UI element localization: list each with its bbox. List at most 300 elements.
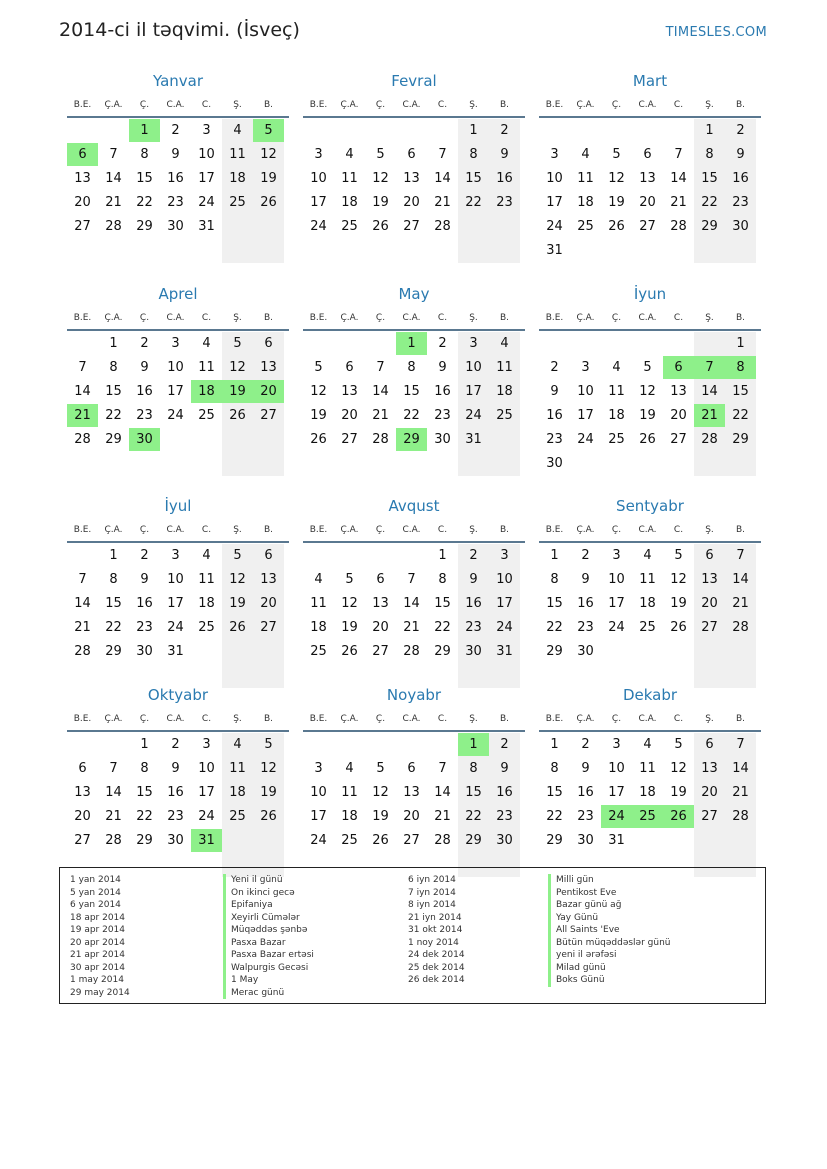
month-grid — [303, 733, 525, 877]
day-cell: 3 — [171, 336, 180, 351]
day-cell: 23 — [577, 809, 594, 824]
day-cell: 5 — [643, 360, 652, 375]
day-cell: 30 — [434, 432, 451, 447]
day-cell: 6 — [376, 572, 385, 587]
day-cell: 27 — [403, 219, 420, 234]
day-cell: 9 — [581, 572, 590, 587]
weekday-header: Ş. — [469, 100, 478, 110]
day-cell: 21 — [403, 620, 420, 635]
day-cell: 28 — [670, 219, 687, 234]
day-cell: 28 — [74, 644, 91, 659]
day-cell: 25 — [632, 805, 663, 828]
day-cell: 10 — [310, 785, 327, 800]
day-cell: 21 — [694, 404, 725, 427]
day-cell: 25 — [639, 620, 656, 635]
day-cell: 22 — [465, 195, 482, 210]
day-cell: 19 — [670, 596, 687, 611]
legend-holiday-name: Pasxa Bazar ertəsi — [223, 949, 314, 962]
day-cell: 7 — [109, 147, 118, 162]
day-cell: 12 — [372, 171, 389, 186]
month-rule — [539, 541, 761, 543]
day-cell: 28 — [372, 432, 389, 447]
day-cell: 12 — [229, 360, 246, 375]
weekday-header: B. — [735, 313, 746, 323]
day-cell: 29 — [136, 219, 153, 234]
day-cell: 18 — [639, 785, 656, 800]
weekday-header: B. — [499, 313, 510, 323]
day-cell: 5 — [264, 737, 273, 752]
day-cell: 31 — [198, 219, 215, 234]
legend-holiday-name: All Saints 'Eve — [548, 924, 670, 937]
day-cell: 5 — [376, 761, 385, 776]
day-cell: 26 — [260, 195, 277, 210]
day-cell: 22 — [136, 809, 153, 824]
weekday-header: C. — [437, 100, 448, 110]
day-cell: 6 — [705, 548, 714, 563]
day-cell: 19 — [229, 596, 246, 611]
weekday-header: C. — [673, 525, 684, 535]
day-cell: 14 — [74, 384, 91, 399]
day-cell: 8 — [109, 360, 118, 375]
month-name: İyun — [633, 285, 667, 303]
day-cell: 25 — [577, 219, 594, 234]
weekday-header: Ç.A. — [576, 100, 595, 110]
day-cell: 28 — [105, 833, 122, 848]
legend-date: 8 iyn 2014 — [408, 900, 456, 910]
month-name: May — [398, 285, 430, 303]
month-name: Oktyabr — [147, 686, 209, 704]
day-cell: 4 — [500, 336, 509, 351]
day-cell: 13 — [403, 785, 420, 800]
weekday-header: Ç.A. — [340, 714, 359, 724]
day-cell: 5 — [376, 147, 385, 162]
weekday-header: C. — [201, 714, 212, 724]
day-cell: 19 — [608, 195, 625, 210]
month-rule — [67, 730, 289, 732]
day-cell: 5 — [253, 119, 284, 142]
day-cell: 8 — [469, 147, 478, 162]
day-cell: 23 — [136, 620, 153, 635]
weekday-header: B. — [263, 714, 274, 724]
day-cell: 17 — [310, 809, 327, 824]
weekday-header: Ç. — [611, 714, 622, 724]
day-cell: 9 — [140, 360, 149, 375]
day-cell: 18 — [577, 195, 594, 210]
day-cell: 1 — [396, 332, 427, 355]
legend-holiday-name: Xeyirli Cümələr — [223, 912, 314, 925]
day-cell: 18 — [608, 408, 625, 423]
month-rule — [303, 329, 525, 331]
day-cell: 18 — [198, 596, 215, 611]
day-cell: 23 — [546, 432, 563, 447]
month-grid — [539, 332, 761, 476]
brand-link[interactable]: TIMESLES.COM — [665, 25, 767, 40]
day-cell: 23 — [434, 408, 451, 423]
day-cell: 4 — [643, 548, 652, 563]
day-cell: 24 — [167, 620, 184, 635]
day-cell: 2 — [438, 336, 447, 351]
day-cell: 12 — [670, 572, 687, 587]
day-cell: 15 — [701, 171, 718, 186]
legend-date: 6 iyn 2014 — [408, 875, 456, 885]
month-rule — [539, 116, 761, 118]
legend-holiday-name: Merac günü — [223, 987, 314, 1000]
month-name: İyul — [164, 497, 192, 515]
month-grid — [303, 119, 525, 263]
weekday-header: C.A. — [402, 313, 421, 323]
day-cell: 6 — [78, 761, 87, 776]
day-cell: 22 — [403, 408, 420, 423]
day-cell: 27 — [260, 620, 277, 635]
legend-holiday-name: Bazar günü ağ — [548, 899, 670, 912]
day-cell: 24 — [198, 195, 215, 210]
day-cell: 20 — [403, 809, 420, 824]
legend-holiday-name: Pasxa Bazar — [223, 937, 314, 950]
weekday-header: Ç. — [139, 525, 150, 535]
weekday-header: B. — [499, 714, 510, 724]
day-cell: 16 — [167, 171, 184, 186]
day-cell: 27 — [74, 833, 91, 848]
day-cell: 14 — [74, 596, 91, 611]
day-cell: 26 — [229, 620, 246, 635]
day-cell: 3 — [314, 761, 323, 776]
day-cell: 3 — [171, 548, 180, 563]
day-cell: 21 — [74, 620, 91, 635]
day-cell: 3 — [550, 147, 559, 162]
weekday-header: B. — [263, 313, 274, 323]
weekday-header: Ş. — [469, 313, 478, 323]
day-cell: 28 — [74, 432, 91, 447]
day-cell: 17 — [577, 408, 594, 423]
weekday-header: Ç. — [375, 313, 386, 323]
day-cell: 22 — [136, 195, 153, 210]
day-cell: 18 — [310, 620, 327, 635]
weekday-header: B.E. — [309, 100, 328, 110]
day-cell: 23 — [136, 408, 153, 423]
day-cell: 22 — [546, 620, 563, 635]
month-rule — [67, 116, 289, 118]
day-cell: 15 — [465, 785, 482, 800]
day-cell: 21 — [732, 785, 749, 800]
day-cell: 27 — [701, 809, 718, 824]
day-cell: 10 — [577, 384, 594, 399]
day-cell: 17 — [198, 785, 215, 800]
day-cell: 4 — [202, 336, 211, 351]
day-cell: 27 — [260, 408, 277, 423]
weekday-header: C. — [673, 313, 684, 323]
day-cell: 29 — [136, 833, 153, 848]
month-grid — [539, 544, 761, 688]
day-cell: 17 — [608, 785, 625, 800]
weekday-header: B.E. — [73, 313, 92, 323]
legend-holiday-name: Yeni il günü — [223, 874, 314, 887]
day-cell: 2 — [171, 737, 180, 752]
weekday-header: B. — [735, 525, 746, 535]
legend-date: 21 apr 2014 — [70, 950, 126, 960]
day-cell: 1 — [550, 548, 559, 563]
day-cell: 4 — [612, 360, 621, 375]
day-cell: 24 — [577, 432, 594, 447]
day-cell: 13 — [403, 171, 420, 186]
day-cell: 19 — [372, 195, 389, 210]
day-cell: 21 — [67, 404, 98, 427]
legend-holiday-name: Bütün müqəddəslər günü — [548, 937, 670, 950]
day-cell: 12 — [670, 761, 687, 776]
day-cell: 26 — [608, 219, 625, 234]
day-cell: 16 — [136, 596, 153, 611]
day-cell: 28 — [105, 219, 122, 234]
day-cell: 21 — [434, 809, 451, 824]
day-cell: 24 — [198, 809, 215, 824]
day-cell: 14 — [701, 384, 718, 399]
day-cell: 15 — [546, 596, 563, 611]
day-cell: 7 — [438, 147, 447, 162]
day-cell: 15 — [403, 384, 420, 399]
day-cell: 16 — [732, 171, 749, 186]
day-cell: 16 — [496, 785, 513, 800]
weekday-header: Ş. — [233, 313, 242, 323]
day-cell: 8 — [705, 147, 714, 162]
day-cell: 29 — [546, 833, 563, 848]
weekday-header: C.A. — [166, 714, 185, 724]
day-cell: 10 — [167, 360, 184, 375]
day-cell: 18 — [229, 171, 246, 186]
day-cell: 18 — [229, 785, 246, 800]
legend-holiday-name: Pentikost Eve — [548, 887, 670, 900]
day-cell: 11 — [229, 761, 246, 776]
day-cell: 31 — [191, 829, 222, 852]
month-rule — [303, 730, 525, 732]
day-cell: 31 — [465, 432, 482, 447]
legend-date: 24 dek 2014 — [408, 950, 465, 960]
day-cell: 4 — [233, 123, 242, 138]
day-cell: 5 — [233, 548, 242, 563]
day-cell: 19 — [260, 785, 277, 800]
day-cell: 16 — [577, 785, 594, 800]
day-cell: 29 — [105, 644, 122, 659]
day-cell: 10 — [198, 147, 215, 162]
day-cell: 25 — [229, 809, 246, 824]
day-cell: 22 — [546, 809, 563, 824]
day-cell: 25 — [229, 195, 246, 210]
day-cell: 25 — [198, 408, 215, 423]
weekday-header: Ş. — [233, 100, 242, 110]
weekday-header: Ç.A. — [576, 714, 595, 724]
day-cell: 19 — [639, 408, 656, 423]
day-cell: 8 — [140, 761, 149, 776]
day-cell: 5 — [233, 336, 242, 351]
day-cell: 1 — [140, 737, 149, 752]
legend-date: 18 apr 2014 — [70, 912, 126, 923]
month-rule — [303, 116, 525, 118]
month-name: Avqust — [388, 497, 440, 515]
day-cell: 4 — [202, 548, 211, 563]
day-cell: 24 — [465, 408, 482, 423]
day-cell: 20 — [372, 620, 389, 635]
day-cell: 26 — [229, 408, 246, 423]
day-cell: 30 — [167, 219, 184, 234]
day-cell: 22 — [701, 195, 718, 210]
legend-date: 1 yan 2014 — [70, 875, 121, 885]
weekday-header: B. — [735, 714, 746, 724]
month-rule — [539, 329, 761, 331]
day-cell: 2 — [469, 548, 478, 563]
day-cell: 18 — [191, 380, 222, 403]
day-cell: 11 — [229, 147, 246, 162]
day-cell: 12 — [229, 572, 246, 587]
day-cell: 16 — [465, 596, 482, 611]
day-cell: 8 — [725, 356, 756, 379]
weekday-header: Ç.A. — [576, 313, 595, 323]
day-cell: 9 — [469, 572, 478, 587]
legend-right-dates — [408, 874, 465, 987]
weekday-header: Ç.A. — [104, 714, 123, 724]
day-cell: 3 — [581, 360, 590, 375]
day-cell: 2 — [140, 548, 149, 563]
day-cell: 28 — [434, 833, 451, 848]
weekday-header: B.E. — [545, 313, 564, 323]
weekday-header: Ş. — [705, 313, 714, 323]
day-cell: 30 — [577, 833, 594, 848]
day-cell: 11 — [577, 171, 594, 186]
day-cell: 17 — [167, 596, 184, 611]
day-cell: 6 — [264, 336, 273, 351]
weekday-header: Ç.A. — [340, 100, 359, 110]
day-cell: 7 — [78, 572, 87, 587]
day-cell: 5 — [612, 147, 621, 162]
day-cell: 15 — [136, 171, 153, 186]
weekday-header: Ş. — [705, 714, 714, 724]
legend-holiday-name: yeni il ərəfəsi — [548, 949, 670, 962]
day-cell: 1 — [109, 548, 118, 563]
month-name: Aprel — [158, 285, 198, 303]
day-cell: 22 — [105, 620, 122, 635]
day-cell: 2 — [140, 336, 149, 351]
day-cell: 6 — [407, 147, 416, 162]
weekday-header: B.E. — [309, 313, 328, 323]
weekday-header: C.A. — [638, 100, 657, 110]
day-cell: 6 — [67, 143, 98, 166]
day-cell: 2 — [581, 737, 590, 752]
day-cell: 6 — [264, 548, 273, 563]
day-cell: 2 — [581, 548, 590, 563]
day-cell: 22 — [732, 408, 749, 423]
day-cell: 20 — [701, 596, 718, 611]
day-cell: 22 — [465, 809, 482, 824]
weekday-header: Ç. — [375, 525, 386, 535]
weekday-header: C. — [437, 525, 448, 535]
month-grid — [303, 544, 525, 688]
day-cell: 22 — [434, 620, 451, 635]
day-cell: 13 — [74, 171, 91, 186]
day-cell: 5 — [345, 572, 354, 587]
day-cell: 17 — [496, 596, 513, 611]
day-cell: 14 — [372, 384, 389, 399]
weekday-header: Ş. — [705, 525, 714, 535]
legend-holiday-name: 1 May — [223, 974, 314, 987]
holiday-legend — [59, 867, 766, 1004]
day-cell: 9 — [500, 147, 509, 162]
day-cell: 15 — [732, 384, 749, 399]
day-cell: 10 — [496, 572, 513, 587]
day-cell: 30 — [496, 833, 513, 848]
weekday-header: Ç.A. — [104, 525, 123, 535]
day-cell: 19 — [310, 408, 327, 423]
legend-holiday-name: Walpurgis Gecəsi — [223, 962, 314, 975]
day-cell: 10 — [608, 761, 625, 776]
weekday-header: C.A. — [166, 525, 185, 535]
day-cell: 21 — [105, 195, 122, 210]
day-cell: 2 — [736, 123, 745, 138]
day-cell: 31 — [608, 833, 625, 848]
day-cell: 26 — [639, 432, 656, 447]
day-cell: 11 — [496, 360, 513, 375]
day-cell: 11 — [198, 360, 215, 375]
day-cell: 24 — [608, 620, 625, 635]
weekday-header: B.E. — [73, 100, 92, 110]
day-cell: 8 — [550, 761, 559, 776]
day-cell: 6 — [705, 737, 714, 752]
legend-date: 31 okt 2014 — [408, 925, 463, 935]
page-title: 2014-ci il təqvimi. (İsveç) — [59, 19, 300, 41]
day-cell: 5 — [674, 737, 683, 752]
day-cell: 4 — [581, 147, 590, 162]
day-cell: 19 — [372, 809, 389, 824]
weekday-header: C.A. — [166, 313, 185, 323]
legend-holiday-name: Milad günü — [548, 962, 670, 975]
day-cell: 6 — [407, 761, 416, 776]
month-name: Sentyabr — [616, 497, 684, 515]
weekday-header: B.E. — [545, 525, 564, 535]
day-cell: 24 — [167, 408, 184, 423]
day-cell: 28 — [701, 432, 718, 447]
weekday-header: C.A. — [638, 714, 657, 724]
day-cell: 13 — [639, 171, 656, 186]
day-cell: 7 — [736, 548, 745, 563]
day-cell: 12 — [372, 785, 389, 800]
month-grid — [67, 544, 289, 688]
weekday-header: B.E. — [73, 525, 92, 535]
day-cell: 3 — [202, 123, 211, 138]
day-cell: 15 — [546, 785, 563, 800]
day-cell: 17 — [167, 384, 184, 399]
weekday-header: B. — [263, 525, 274, 535]
day-cell: 11 — [341, 171, 358, 186]
legend-date: 1 may 2014 — [70, 975, 124, 985]
month-name: Dekabr — [622, 686, 678, 704]
day-cell: 28 — [403, 644, 420, 659]
month-name: Yanvar — [152, 72, 204, 90]
weekday-header: Ç. — [375, 100, 386, 110]
legend-date: 5 yan 2014 — [70, 887, 121, 898]
day-cell: 12 — [260, 761, 277, 776]
day-cell: 3 — [612, 737, 621, 752]
legend-left-dates — [70, 874, 130, 999]
day-cell: 27 — [341, 432, 358, 447]
day-cell: 23 — [577, 620, 594, 635]
month-grid — [539, 733, 761, 877]
day-cell: 30 — [546, 456, 563, 471]
day-cell: 20 — [74, 195, 91, 210]
legend-date: 21 iyn 2014 — [408, 912, 462, 923]
weekday-header: Ç.A. — [104, 313, 123, 323]
day-cell: 3 — [500, 548, 509, 563]
legend-holiday-name: Milli gün — [548, 874, 670, 887]
legend-holiday-name: Epifaniya — [223, 899, 314, 912]
day-cell: 23 — [167, 195, 184, 210]
day-cell: 8 — [469, 761, 478, 776]
day-cell: 29 — [396, 428, 427, 451]
